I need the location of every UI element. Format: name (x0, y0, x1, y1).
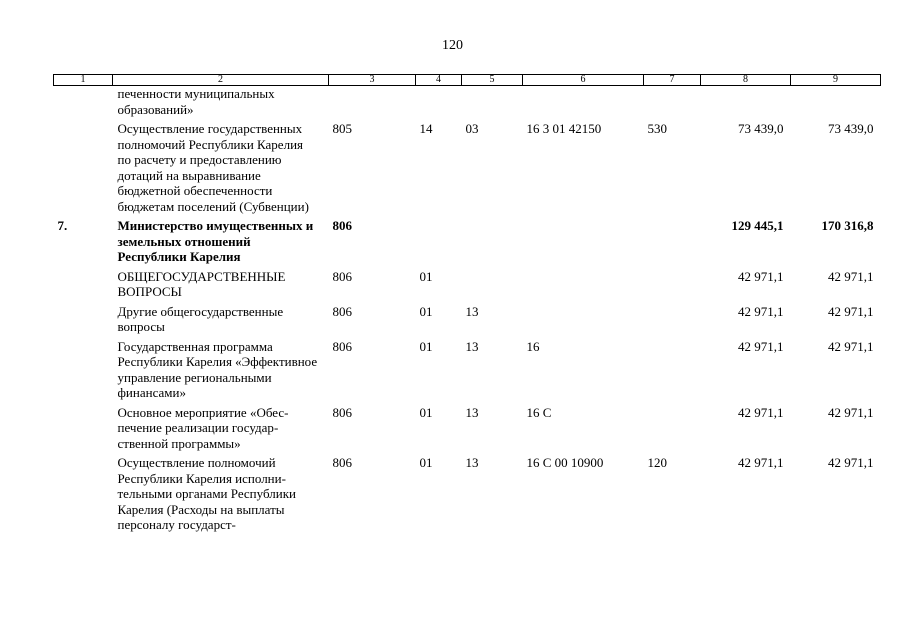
row-name: Государственная программа Республики Карелия «Эффективное управление региональными финансами» (117, 338, 318, 400)
col-header-7: 7 (644, 75, 701, 86)
target-article-code: 16 С (526, 404, 552, 420)
ministry-code: 806 (332, 268, 352, 284)
sum-column-8: 42 971,1 (738, 268, 784, 284)
ministry-code: 806 (332, 455, 352, 470)
target-article-code: 16 (526, 338, 540, 354)
col-header-5: 5 (462, 75, 523, 86)
ministry-code: 806 (332, 404, 352, 420)
subsection-code: 13 (465, 338, 479, 354)
section-code (416, 86, 462, 122)
row-number (54, 304, 113, 339)
subsection-code (462, 269, 523, 304)
expense-type-code (644, 86, 701, 122)
row-number (54, 405, 113, 456)
row-number (54, 269, 113, 304)
sum-column-9: 42 971,1 (828, 404, 874, 420)
sum-column-8: 42 971,1 (738, 404, 784, 420)
sum-column-9: 42 971,1 (828, 338, 874, 354)
row-number: 7. (57, 218, 68, 233)
table-row (54, 121, 881, 218)
sum-column-8: 73 439,0 (738, 121, 784, 136)
ministry-code: 806 (332, 218, 352, 233)
column-number-row (54, 75, 881, 86)
table-row-ministry (54, 218, 881, 269)
row-name: Министерство имущественных и земельных отношений Республики Карелия (117, 218, 314, 264)
col-header-6: 6 (523, 75, 644, 86)
sum-column-9: 73 439,0 (828, 121, 874, 136)
table-row (54, 339, 881, 405)
table-row (54, 304, 881, 339)
sum-column-9: 42 971,1 (828, 455, 874, 470)
subsection-code: 13 (465, 404, 479, 420)
expense-type-code (644, 339, 701, 405)
sum-column-8: 42 971,1 (738, 455, 784, 470)
row-name: ОБЩЕГОСУДАРСТВЕННЫЕ ВОПРОСЫ (117, 268, 286, 299)
section-code (416, 218, 462, 269)
row-number (54, 455, 113, 537)
section-code: 01 (419, 404, 433, 420)
ministry-code (329, 86, 416, 122)
ministry-code: 806 (332, 303, 352, 319)
expense-type-code (644, 304, 701, 339)
sum-column-9: 170 316,8 (821, 218, 874, 233)
section-code: 01 (419, 268, 433, 284)
section-code: 01 (419, 338, 433, 354)
page-number: 120 (442, 38, 463, 53)
table-row (54, 86, 881, 122)
subsection-code (462, 86, 523, 122)
sum-column-9 (791, 86, 881, 122)
expense-type-code (644, 405, 701, 456)
subsection-code (462, 218, 523, 269)
target-article-code (523, 218, 644, 269)
row-number (54, 339, 113, 405)
ministry-code: 805 (332, 121, 352, 136)
row-name: Осуществление государственных полномочий Республики Карелия по расчету и предоставлению дотаций на выравнивание бюджетной обеспеченности бюджетам поселений (Субвенции) (117, 121, 309, 214)
section-code: 14 (419, 121, 433, 136)
expense-type-code: 120 (647, 455, 667, 470)
col-header-8: 8 (701, 75, 791, 86)
subsection-code: 03 (465, 121, 479, 136)
target-article-code (523, 86, 644, 122)
table-row (54, 405, 881, 456)
row-name: Основное мероприятие «Обеспечение реализации государственной программы» (117, 404, 289, 451)
row-number (54, 86, 113, 122)
col-header-1: 1 (54, 75, 113, 86)
row-name: печенности муниципальных образований» (117, 86, 275, 117)
row-name: Осуществление полномочий Республики Карелия исполнительными органами Республики Карелия (Расходы на выплаты персоналу государст- (117, 455, 296, 532)
subsection-code: 13 (465, 303, 479, 319)
row-name: Другие общегосударственные вопросы (117, 303, 284, 334)
target-article-code: 16 3 01 42150 (526, 121, 602, 136)
table-row (54, 269, 881, 304)
table-row (54, 455, 881, 537)
sum-column-8: 42 971,1 (738, 338, 784, 354)
expense-type-code (644, 218, 701, 269)
target-article-code: 16 С 00 10900 (526, 455, 604, 470)
row-number (54, 121, 113, 218)
expense-type-code (644, 269, 701, 304)
ministry-code: 806 (332, 338, 352, 354)
target-article-code (523, 269, 644, 304)
sum-column-9: 42 971,1 (828, 268, 874, 284)
sum-column-9: 42 971,1 (828, 303, 874, 319)
col-header-9: 9 (791, 75, 881, 86)
expense-type-code: 530 (647, 121, 667, 136)
budget-table (53, 74, 881, 537)
section-code: 01 (419, 455, 433, 470)
section-code: 01 (419, 303, 433, 319)
target-article-code (523, 304, 644, 339)
subsection-code: 13 (465, 455, 479, 470)
sum-column-8 (701, 86, 791, 122)
col-header-4: 4 (416, 75, 462, 86)
sum-column-8: 42 971,1 (738, 303, 784, 319)
sum-column-8: 129 445,1 (731, 218, 784, 233)
col-header-2: 2 (113, 75, 329, 86)
col-header-3: 3 (329, 75, 416, 86)
